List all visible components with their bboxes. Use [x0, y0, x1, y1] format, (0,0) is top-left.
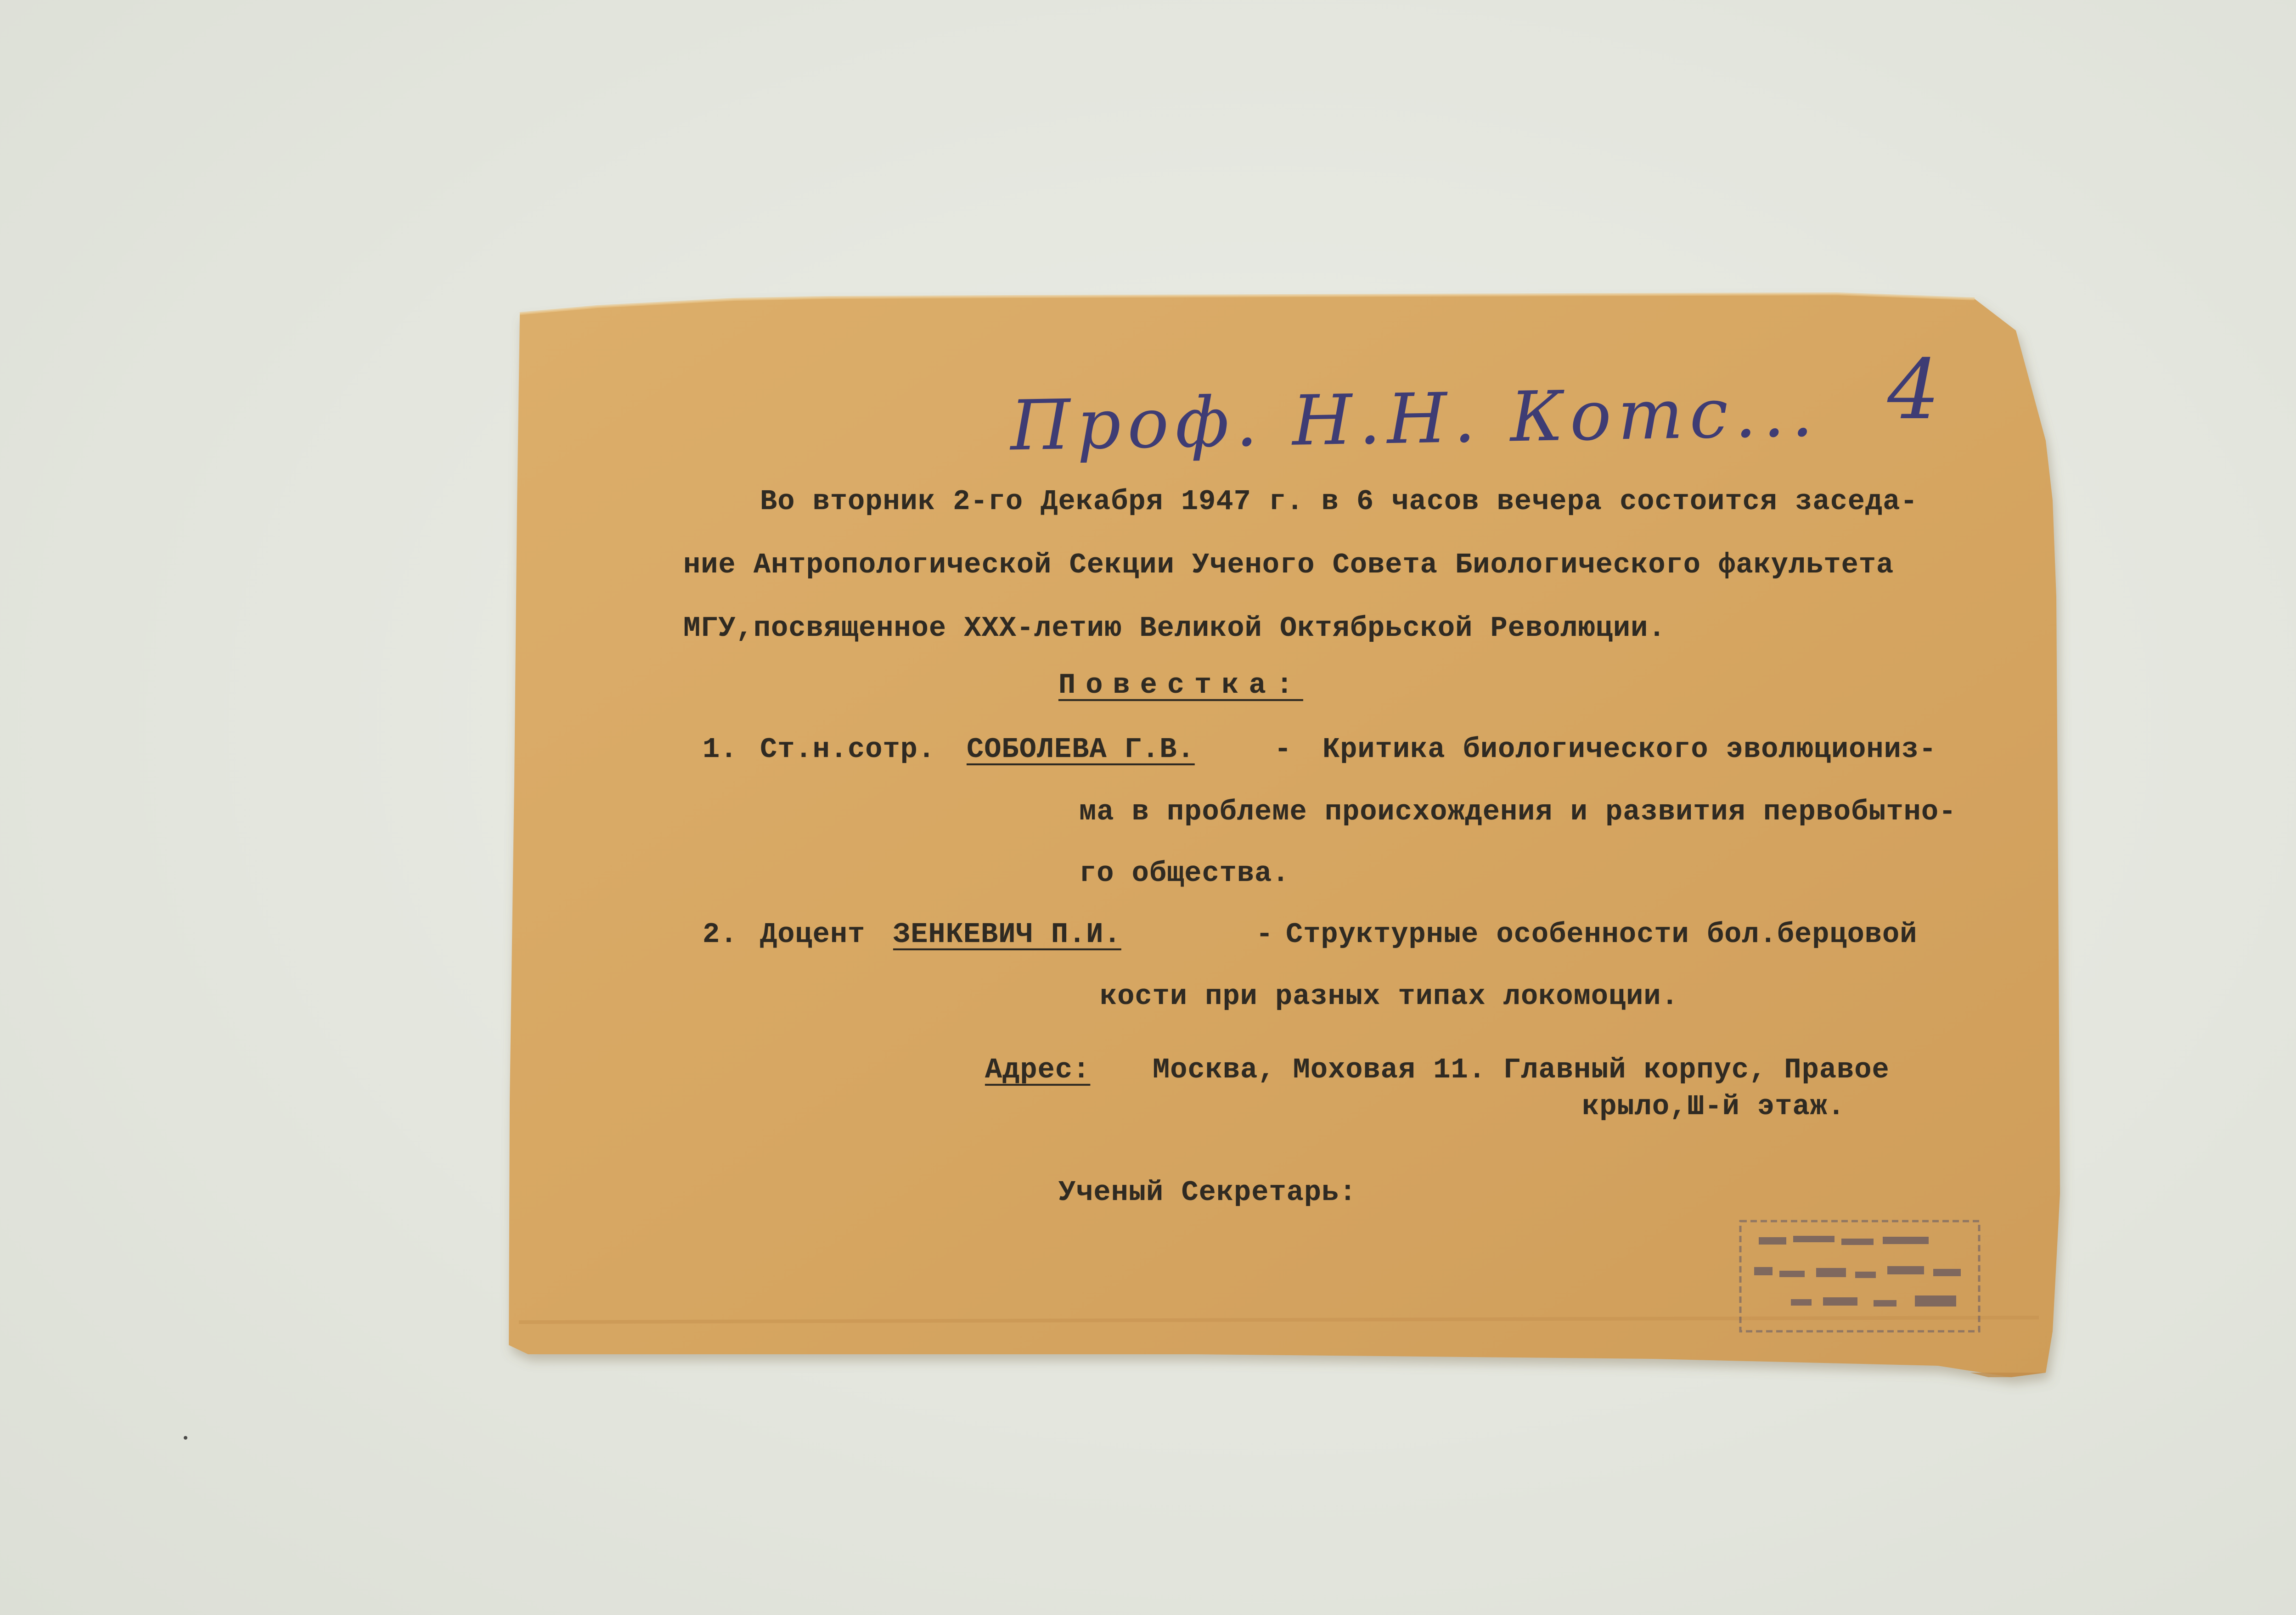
ink-stamp [1736, 1217, 1993, 1350]
secretary-label: Ученый Секретарь: [1058, 1176, 1357, 1209]
address-line-1: Москва, Моховая 11. Главный корпус, Правое [1153, 1054, 1890, 1086]
agenda-item-2-number: 2. [703, 918, 738, 951]
agenda-item-2-dash: - [1256, 918, 1274, 951]
agenda-item-1-role: Ст.н.сотр. [760, 733, 936, 766]
agenda-item-1-topic-line-3: го общества. [1079, 857, 1290, 890]
agenda-item-2-speaker: ЗЕНКЕВИЧ П.И. [893, 918, 1121, 951]
intro-line-1: Во вторник 2-го Декабря 1947 г. в 6 часов вечера состоится заседа- [760, 485, 1918, 518]
handwritten-addressee: Проф. Н.Н. Котс... [1009, 372, 1820, 466]
agenda-item-1-speaker: СОБОЛЕВА Г.В. [967, 733, 1195, 766]
intro-line-2: ние Антропологической Секции Ученого Совета Биологического факультета [683, 549, 1894, 581]
agenda-heading: Повестка: [1058, 669, 1303, 701]
agenda-item-2-topic-line-1: Структурные особенности бол.берцовой [1286, 918, 1918, 951]
agenda-item-1-number: 1. [703, 733, 738, 766]
address-line-2: крыло,Ш-й этаж. [1582, 1090, 1846, 1123]
paper-folded-corner [1970, 1373, 2046, 1377]
address-label: Адрес: [985, 1054, 1091, 1086]
agenda-item-1-dash: - [1274, 733, 1292, 766]
agenda-item-1-topic-line-1: Критика биологического эволюциониз- [1322, 733, 1937, 766]
scan-dust-speck [184, 1436, 187, 1440]
agenda-item-1-topic-line-2: ма в проблеме происхождения и развития первобытно- [1079, 796, 1957, 828]
agenda-item-2-topic-line-2: кости при разных типах локомоции. [1100, 980, 1679, 1013]
intro-line-3: МГУ,посвященное XXX-летию Великой Октябрьской Революции. [683, 612, 1666, 645]
handwritten-page-number: 4 [1887, 342, 1940, 438]
agenda-item-2-role: Доцент [760, 918, 866, 951]
